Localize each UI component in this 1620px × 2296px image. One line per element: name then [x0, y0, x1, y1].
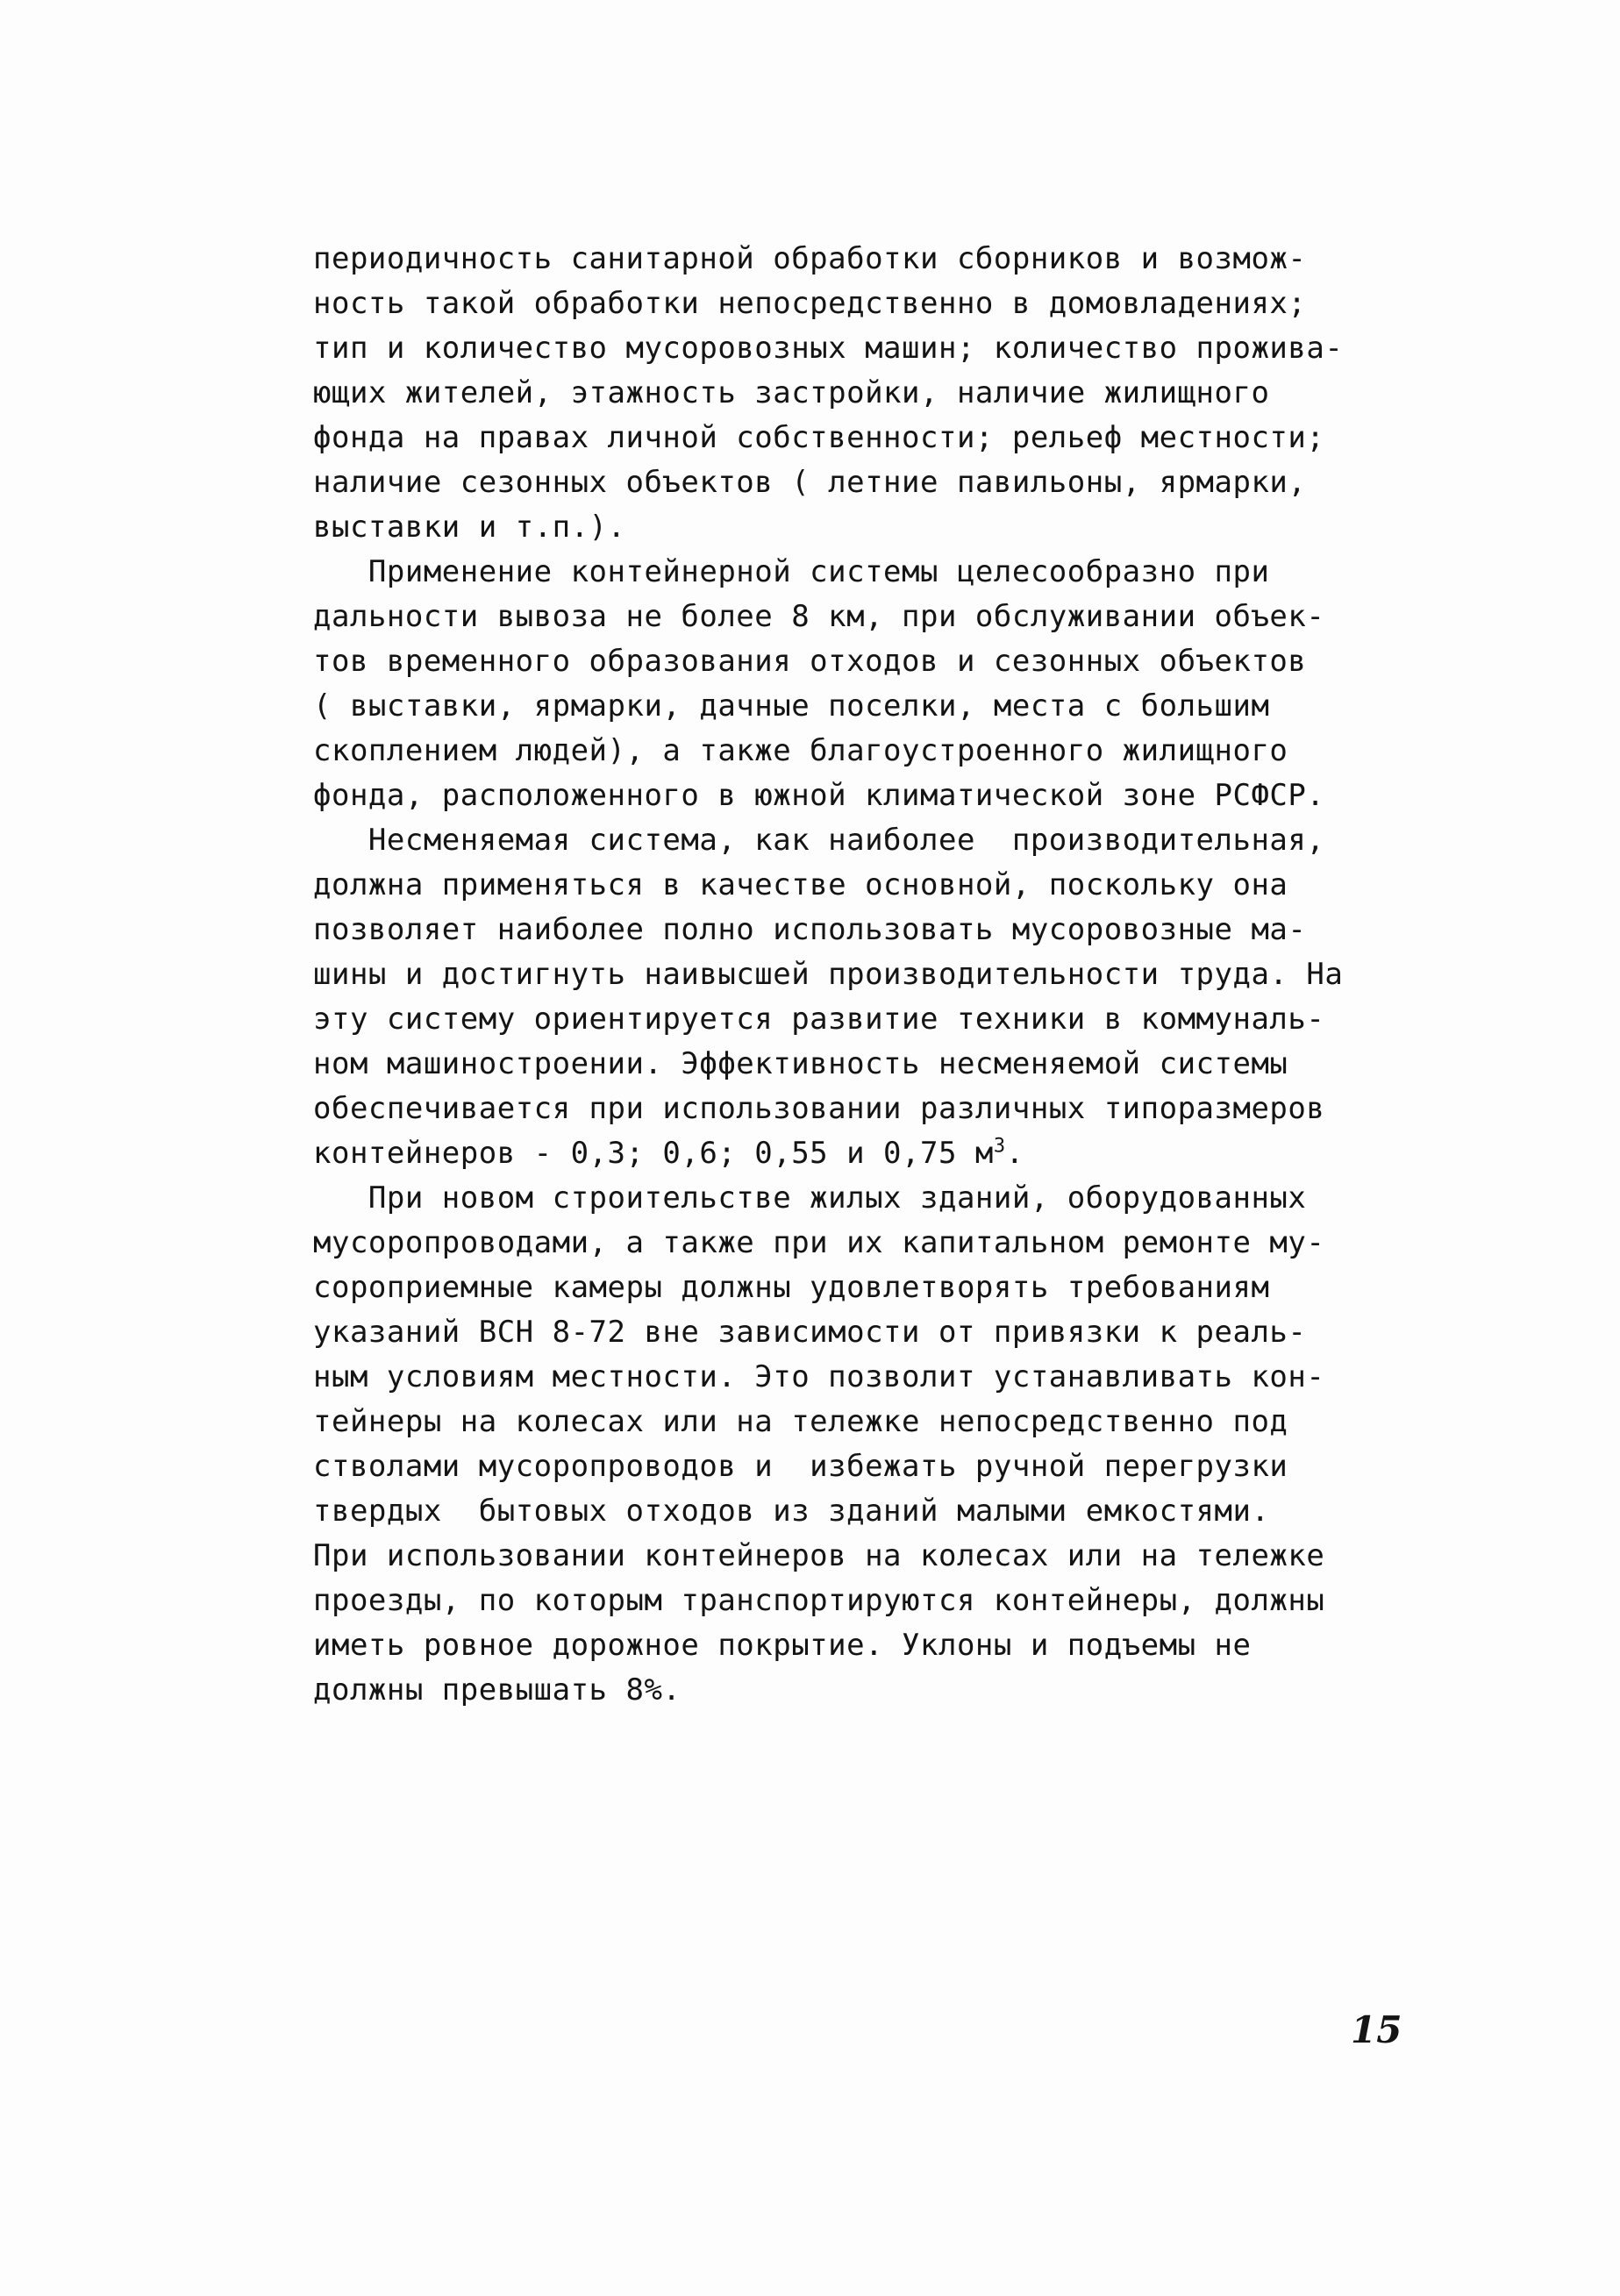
- paragraph-4-line-6: тейнеры на колесах или на тележке непосредственно под: [313, 1404, 1288, 1439]
- paragraph-4-line-1: При новом строительстве жилых зданий, оборудованных: [313, 1180, 1307, 1216]
- paragraph-2-line-3: тов временного образования отходов и сезонных объектов: [313, 644, 1307, 679]
- paragraph-3-line-6: ном машиностроении. Эффективность несменяемой системы: [313, 1046, 1288, 1081]
- paragraph-2-line-2: дальности вывоза не более 8 км, при обслуживании объек-: [313, 599, 1325, 634]
- paragraph-3-line-5: эту систему ориентируется развитие техники в коммуналь-: [313, 1002, 1325, 1037]
- paragraph-2-line-5: скоплением людей), а также благоустроенного жилищного: [313, 733, 1288, 768]
- paragraph-1-line-6: наличие сезонных объектов ( летние павильоны, ярмарки,: [313, 465, 1307, 500]
- paragraph-3-line-1: Несменяемая система, как наиболее производительная,: [313, 823, 1325, 858]
- paragraph-3-line-8-suffix: .: [1005, 1136, 1024, 1171]
- cubic-superscript: 3: [993, 1135, 1006, 1158]
- paragraph-3-line-8-text: контейнеров - 0,3; 0,6; 0,55 и 0,75 м: [313, 1136, 994, 1171]
- paragraph-1-line-4: ющих жителей, этажность застройки, наличие жилищного: [313, 375, 1270, 410]
- paragraph-2-line-6: фонда, расположенного в южной климатической зоне РСФСР.: [313, 778, 1325, 813]
- paragraph-4-line-12: должны превышать 8%.: [313, 1672, 682, 1708]
- paragraph-4-line-5: ным условиям местности. Это позволит устанавливать кон-: [313, 1359, 1325, 1394]
- body-text: [313, 237, 1357, 1713]
- paragraph-4-line-9: При использовании контейнеров на колесах или на тележке: [313, 1538, 1325, 1573]
- paragraph-3-line-4: шины и достигнуть наивысшей производительности труда. На: [313, 957, 1344, 992]
- paragraph-3-line-2: должна применяться в качестве основной, поскольку она: [313, 867, 1288, 902]
- paragraph-1-line-7: выставки и т.п.).: [313, 510, 626, 545]
- paragraph-2-line-4: ( выставки, ярмарки, дачные поселки, места с большим: [313, 688, 1270, 724]
- paragraph-4-line-10: проезды, по которым транспортируются контейнеры, должны: [313, 1583, 1325, 1618]
- paragraph-3-line-7: обеспечивается при использовании различных типоразмеров: [313, 1091, 1325, 1126]
- paragraph-1-line-2: ность такой обработки непосредственно в домовладениях;: [313, 286, 1307, 321]
- paragraph-1-line-5: фонда на правах личной собственности; рельеф местности;: [313, 420, 1325, 455]
- paragraph-4-line-3: сороприемные камеры должны удовлетворять требованиям: [313, 1270, 1270, 1305]
- paragraph-1-line-3: тип и количество мусоровозных машин; количество прожива-: [313, 331, 1344, 366]
- paragraph-4-line-2: мусоропроводами, а также при их капитальном ремонте му-: [313, 1225, 1325, 1260]
- paragraph-1-line-1: периодичность санитарной обработки сборников и возмож-: [313, 241, 1307, 276]
- paragraph-4-line-11: иметь ровное дорожное покрытие. Уклоны и подъемы не: [313, 1628, 1252, 1663]
- paragraph-3-line-8: [313, 1131, 1357, 1176]
- paragraph-3-line-3: позволяет наиболее полно использовать мусоровозные ма-: [313, 912, 1307, 947]
- paragraph-4-line-8: твердых бытовых отходов из зданий малыми емкостями.: [313, 1494, 1270, 1529]
- page-number: 15: [1351, 2008, 1402, 2051]
- paragraph-4-line-4: указаний ВСН 8-72 вне зависимости от привязки к реаль-: [313, 1315, 1307, 1350]
- paragraph-4-line-7: стволами мусоропроводов и избежать ручной перегрузки: [313, 1449, 1288, 1484]
- paragraph-2-line-1: Применение контейнерной системы целесообразно при: [313, 554, 1270, 589]
